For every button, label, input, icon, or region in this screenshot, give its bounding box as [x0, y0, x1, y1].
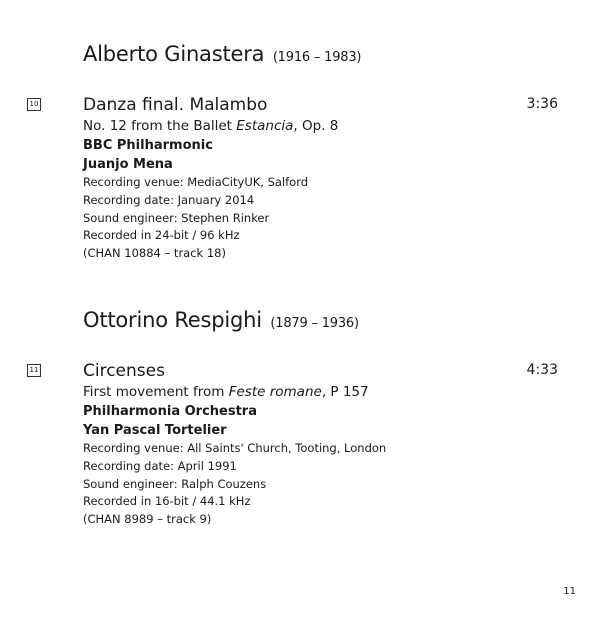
recording-venue: Recording venue: MediaCityUK, Salford	[83, 175, 309, 189]
catalog-source: (CHAN 10884 – track 18)	[83, 246, 226, 261]
composer-dates: (1879 – 1936)	[270, 316, 359, 331]
sound-engineer: Sound engineer: Stephen Rinker	[83, 210, 270, 225]
composer-heading-ginastera	[83, 42, 361, 66]
track-entry-circenses	[83, 361, 558, 529]
recording-format: Recorded in 24-bit / 96 kHz	[83, 228, 240, 243]
conductor-name: Yan Pascal Tortelier	[83, 423, 227, 438]
track-header	[83, 95, 558, 117]
track-title: Circenses	[83, 361, 165, 381]
track-subtitle: No. 12 from the Ballet Estancia, Op. 8	[83, 118, 339, 134]
recording-date: Recording date: January 2014	[83, 192, 255, 207]
recording-venue: Recording venue: All Saints' Church, Tooting, London	[83, 441, 387, 455]
recording-date: Recording date: April 1991	[83, 458, 237, 473]
page-number: 11	[563, 586, 576, 597]
track-subtitle: First movement from Feste romane, P 157	[83, 384, 369, 400]
recording-format: Recorded in 16-bit / 44.1 kHz	[83, 494, 251, 509]
track-title: Danza final. Malambo	[83, 95, 268, 115]
track-entry-malambo	[83, 95, 558, 263]
composer-name: Alberto Ginastera	[83, 42, 265, 66]
track-number-badge: 11	[27, 364, 41, 377]
track-number-badge: 10	[27, 98, 41, 111]
composer-dates: (1916 – 1983)	[272, 50, 362, 65]
track-header	[83, 361, 558, 383]
track-duration: 4:33	[526, 362, 558, 378]
track-duration: 3:36	[526, 96, 558, 112]
composer-name: Ottorino Respighi	[83, 308, 262, 332]
sound-engineer: Sound engineer: Ralph Couzens	[83, 476, 267, 491]
orchestra-name: BBC Philharmonic	[83, 138, 213, 153]
composer-heading-respighi	[83, 308, 359, 332]
orchestra-name: Philharmonia Orchestra	[83, 404, 257, 419]
catalog-source: (CHAN 8989 – track 9)	[83, 512, 212, 527]
conductor-name: Juanjo Mena	[83, 157, 173, 172]
